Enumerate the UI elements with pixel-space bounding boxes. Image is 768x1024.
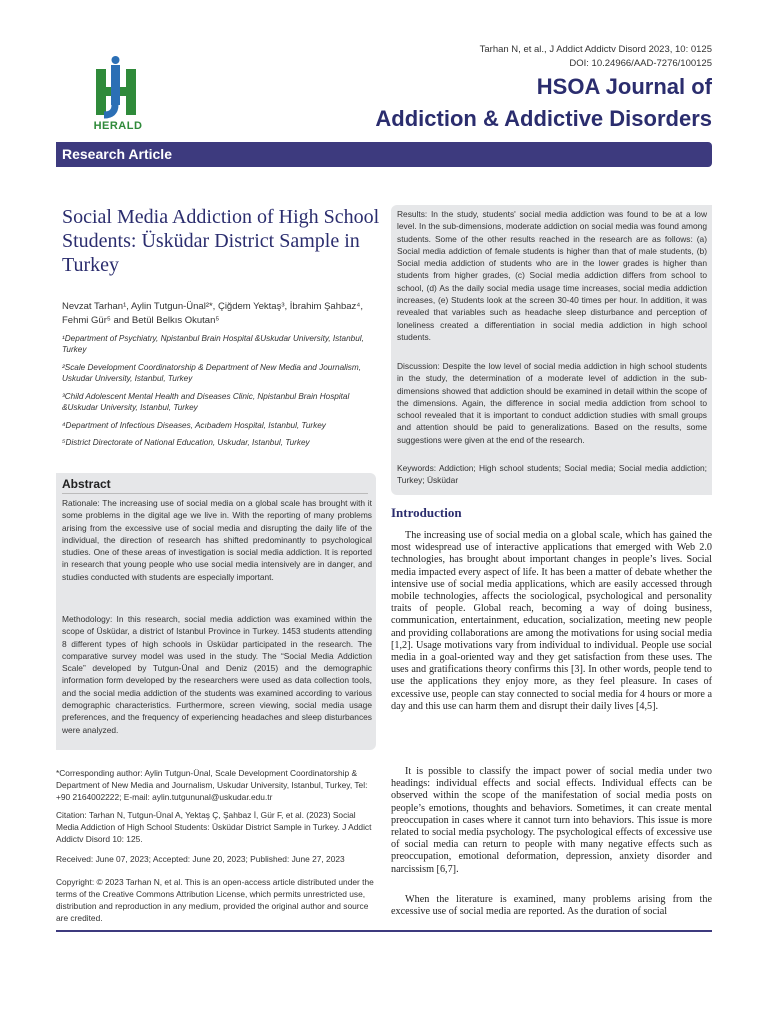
abstract-discussion: Discussion: Despite the low level of social media addiction in high school students in the study, the determination of a moderate level of addiction in the sub-dimensions showed that addiction should be examined in detail within the scope of the dimensions. Again, the difference in social media addiction from school to school revealed that it is important to conduct addiction studies with small groups and attention should be paid to generalizations. Based on the results, some suggestions were given at the end of the research. bbox=[397, 361, 707, 445]
abstract-results: Results: In the study, students' social media addiction was found to be at a low level. In the sub-dimensions, moderate addiction on social media was found among students. Some of the other results reached in the research are as follows: (a) Social media addiction of female students is higher than that of male students, (b) Social media addiction of students who are in the lower grades is higher than students from higher grades, (c) Social media addiction differs from school to school, (d) As the daily social media usage time increases, social media addiction increases, (e) Students look at the screen 30-40 times per hour. In addition, it was revealed that variables such as headache sleep disturbance and perception of loneliness created a differentiation in social media addiction in high school students. bbox=[397, 209, 707, 342]
introduction-heading: Introduction bbox=[391, 505, 462, 520]
affiliation-3: ³Child Adolescent Mental Health and Diseases Clinic, Npistanbul Brain Hospital &Uskudar University, Istanbul, Turkey bbox=[62, 392, 350, 412]
journal-title-line2: Addiction & Addictive Disorders bbox=[375, 106, 712, 131]
abstract-keywords: Keywords: Addiction; High school students; Social media; Social media addiction; Turkey; Üsküdar bbox=[397, 463, 707, 486]
publication-dates: Received: June 07, 2023; Accepted: June 20, 2023; Published: June 27, 2023 bbox=[56, 854, 345, 864]
corresponding-author: *Corresponding author: Aylin Tutgun-Ünal, Scale Development Coordinatorship & Department of New Media and Journalism, Uskudar University, Istanbul, Turkey, Tel: +90 2164002222; E-mail: aylin.tutgununal@uskudar.edu.tr bbox=[56, 768, 368, 802]
header-citation: Tarhan N, et al., J Addict Addictv Disord 2023, 10: 0125 bbox=[479, 44, 712, 55]
citation-block: Citation: Tarhan N, Tutgun-Ünal A, Yektaş Ç, Şahbaz İ, Gür F, et al. (2023) Social Media Addiction of High School Students: Üsküdar District Sample in Turkey. J Addict Addictv Disord 10: 125. bbox=[56, 810, 372, 844]
affiliation-4: ⁴Department of Infectious Diseases, Acıbadem Hospital, Istanbul, Turkey bbox=[62, 421, 326, 430]
header-doi[interactable]: DOI: 10.24966/AAD-7276/100125 bbox=[569, 58, 712, 69]
footer-rule bbox=[56, 930, 712, 932]
article-type-label: Research Article bbox=[62, 146, 172, 162]
affiliation-2: ²Scale Development Coordinatorship & Department of New Media and Journalism, Uskudar University, Istanbul, Turkey bbox=[62, 363, 361, 383]
abstract-rationale: Rationale: The increasing use of social media on a global scale has brought with it some problems in the digital age we live in. With the reporting of many problems arising from the excessive use of social media and disrupting the daily life of the individual, the direction of research has shifted predominantly to psychological studies. One of these areas of investigation is social media addiction. It is reported in research that young people who use social media intensively are in danger, and studies conducted with students are especially important. bbox=[62, 498, 372, 582]
abstract-methodology: Methodology: In this research, social media addiction was examined within the scope of Üsküdar, a district of Istanbul Province in Turkey. 1453 students attending 8 different types of high schools in Üsküdar participated in the research. The comparative survey model was used in the study. The “Social Media Addiction Scale” developed by Tutgun-Ünal and Deniz (2015) and the demographic information form developed by the researchers were used as data collection tools, and the social media addiction of the students was examined according to various demographic characteristics. Furthermore, screen viewing, social media usage preferences, and the frequency of experiencing headaches and sleep disturbances were analyzed. bbox=[62, 614, 372, 735]
article-type-bar bbox=[56, 142, 712, 167]
abstract-heading: Abstract bbox=[62, 477, 111, 491]
journal-title-line1: HSOA Journal of bbox=[536, 74, 712, 99]
introduction-paragraph-1: The increasing use of social media on a global scale, which has gained the most widespread use of interactive applications that emerged with Web 2.0 technologies, has brought about important changes in people’s lives. Social media impacted every aspect of life. It has been a matter of debate whether the intensive use of social media applications, which are easily accessed through mobile technologies, affects the sociological, psychological and personality traits of people. Global reach, becoming a way of doing business, communication, entertainment, education, socialization, meeting new people and providing collaborations are among the motivations for using social media [1,2]. Usage motivations vary from individual to individual. People use social media in a goal-oriented way and they get satisfaction from these uses. The uses and gratifications theory confirms this [3]. In other words, people tend to use the applications they enjoy more, as they feel pleasure. In cases of excessive use, people can stay connected to social media for 4 hours or more a day and this use can harm them and disrupt their daily lives [4,5]. bbox=[391, 530, 712, 712]
author-list: Nevzat Tarhan¹, Aylin Tutgun-Ünal²*, Çiğdem Yektaş³, İbrahim Şahbaz⁴, Fehmi Gür⁵ and Betül Belkıs Okutan⁵ bbox=[62, 301, 364, 326]
herald-logo-icon bbox=[86, 55, 150, 119]
affiliation-1: ¹Department of Psychiatry, Npistanbul Brain Hospital &Uskudar University, Istanbul, Turkey bbox=[62, 334, 364, 354]
abstract-divider bbox=[62, 493, 368, 494]
introduction-paragraph-3: When the literature is examined, many problems arising from the excessive use of social media are reported. As the duration of social bbox=[391, 894, 712, 918]
copyright-notice: Copyright: © 2023 Tarhan N, et al. This is an open-access article distributed under the terms of the Creative Commons Attribution License, which permits unrestricted use, distribution and reproduction in any medium, provided the original author and source are credited. bbox=[56, 877, 374, 923]
affiliation-5: ⁵District Directorate of National Education, Uskudar, Istanbul, Turkey bbox=[62, 438, 310, 447]
paper-title: Social Media Addiction of High School Students: Üsküdar District Sample in Turkey bbox=[62, 206, 380, 276]
logo-text: HERALD bbox=[93, 120, 143, 132]
introduction-paragraph-2: It is possible to classify the impact power of social media under two headings: individual effects and social effects. Individual effects can be observed within the scope of the manifestation of social media posts on people’s emotions, thoughts and behaviors. Sometimes, it can create mental preoccupation in cases where it cannot turn into behaviors. This issue is more related to social media psychology. The psychological effects of excessive use of social media can return to people with many negative effects such as preoccupation, emotional deformation, depression, anxiety disorder and narcissism [6,7]. bbox=[391, 766, 712, 875]
